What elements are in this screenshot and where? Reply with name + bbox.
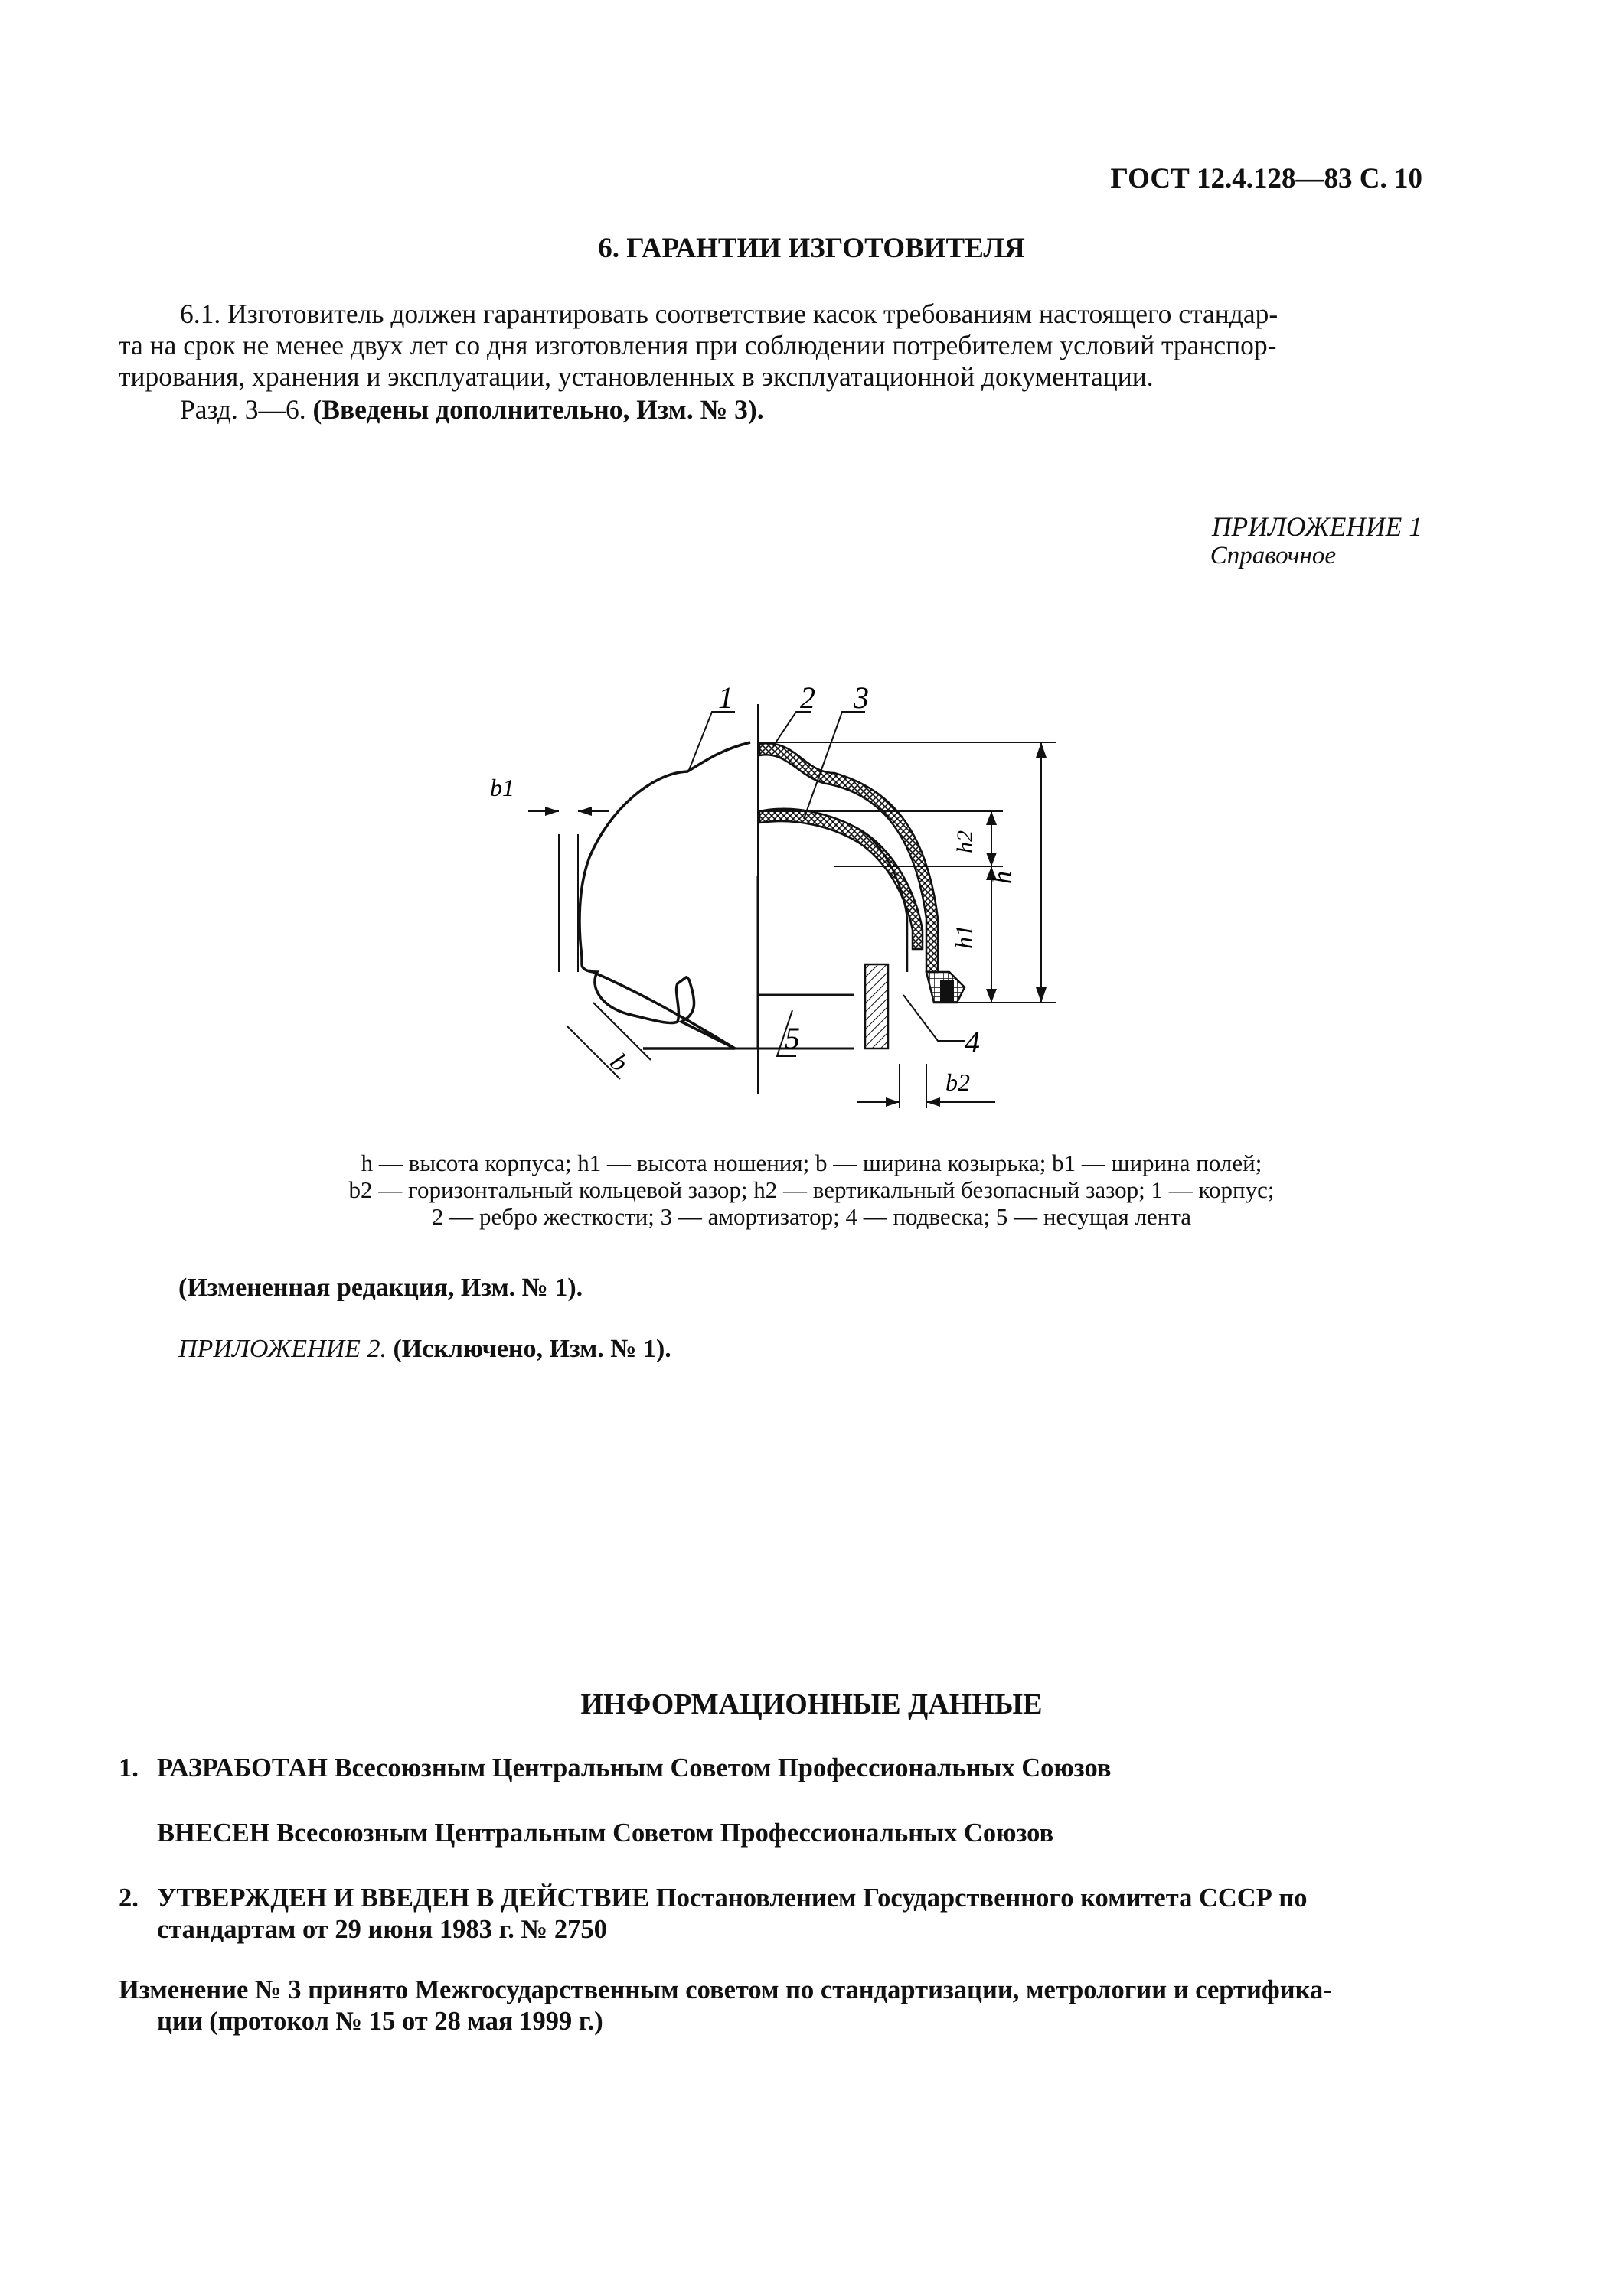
label-part-5: 5 [785,1021,800,1055]
info-item-2 [119,1883,1428,1945]
section-title: 6. ГАРАНТИИ ИЗГОТОВИТЕЛЯ [598,233,1025,264]
paragraph-line: тирования, хранения и эксплуатации, установленных в эксплуатационной документации. [119,361,1154,392]
amendment-note [180,393,764,426]
label-b: b [604,1048,634,1078]
item-number: 1. [119,1753,139,1782]
legend-line: 2 — ребро жесткости; 3 — амортизатор; 4 — подвеска; 5 — несущая лента [432,1203,1191,1230]
info-title: ИНФОРМАЦИОННЫЕ ДАННЫЕ [580,1688,1043,1720]
band-hatch [865,964,888,1049]
label-part-2: 2 [800,680,815,715]
label-b2: b2 [945,1068,970,1096]
item-text: УТВЕРЖДЕН И ВВЕДЕН В ДЕЙСТВИЕ Постановлением Государственного комитета СССР по [157,1883,1308,1913]
suspension-clip [940,980,954,1003]
item-text: Изменение № 3 принято Межгосударственным советом по стандартизации, метрологии и сертифика- [119,1975,1332,2004]
figure-legend [153,1150,1470,1230]
appendix-1-subtitle: Справочное [1210,542,1336,569]
label-part-4: 4 [965,1025,980,1059]
info-item-3 [119,1975,1428,2037]
info-item-1b: ВНЕСЕН Всесоюзным Центральным Советом Профессиональных Союзов [157,1818,1054,1848]
info-item-1 [119,1753,1428,1784]
note-bold: (Введены дополнительно, Изм. № 3). [312,394,764,425]
helmet-outer-shell [580,742,750,1049]
appendix-2-line [178,1335,671,1364]
amendment-1-note: (Измененная редакция, Изм. № 1). [178,1274,583,1302]
item-text: РАЗРАБОТАН Всесоюзным Центральным Советом Профессиональных Союзов [157,1753,1112,1782]
page-header: ГОСТ 12.4.128—83 С. 10 [1110,163,1422,194]
legend-line: h — высота корпуса; h1 — высота ношения; b — ширина козырька; b1 — ширина полей; [361,1150,1262,1176]
note-prefix: Разд. 3—6. [180,394,306,425]
label-h2: h2 [952,830,978,853]
legend-line: b2 — горизонтальный кольцевой зазор; h2 — вертикальный безопасный зазор; 1 — корпус; [348,1176,1275,1203]
shell-layer [759,743,938,972]
label-b1: b1 [490,774,514,801]
label-part-1: 1 [718,680,733,715]
appendix-2-status: (Исключено, Изм. № 1). [393,1335,671,1363]
item-number: 2. [119,1883,139,1913]
helmet-diagram [475,666,1087,1110]
appendix-1-title: ПРИЛОЖЕНИЕ 1 [1211,511,1422,542]
paragraph-line: та на срок не менее двух лет со дня изготовления при соблюдении потребителем условий транспор- [119,330,1277,360]
paragraph-line: 6.1. Изготовитель должен гарантировать соответствие касок требованиям настоящего стандар- [180,298,1278,329]
appendix-2-title: ПРИЛОЖЕНИЕ 2. [178,1335,387,1363]
paragraph-6-1 [119,298,1422,393]
label-part-3: 3 [854,680,869,715]
item-text-cont: ции (протокол № 15 от 28 мая 1999 г.) [157,2007,603,2036]
label-h: h [988,871,1017,884]
item-text-cont: стандартам от 29 июня 1983 г. № 2750 [157,1915,607,1944]
label-h1: h1 [950,925,978,949]
